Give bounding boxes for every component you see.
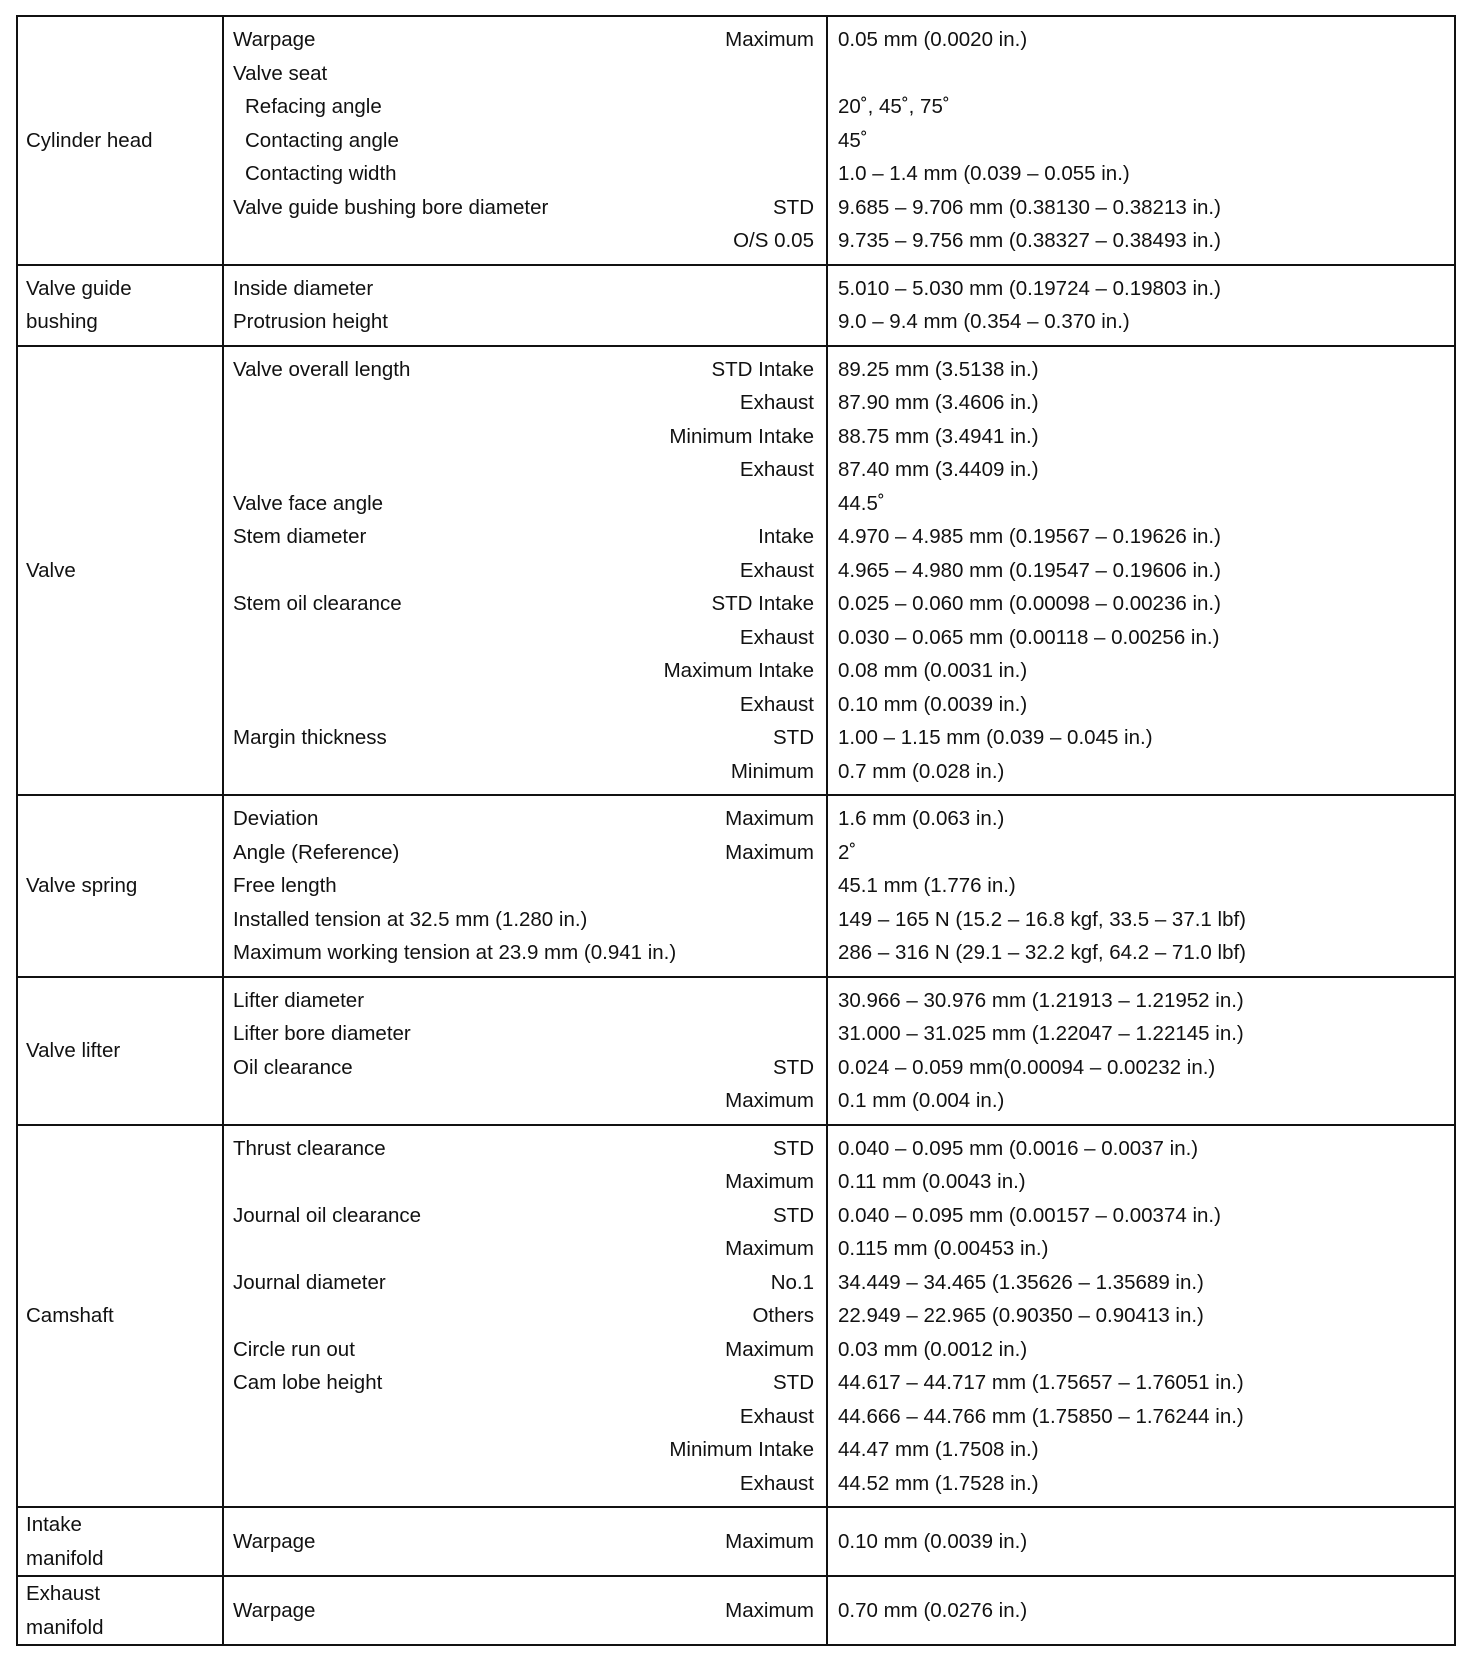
spec-item-line [233,520,814,554]
spec-item-label: Thrust clearance [233,1136,386,1160]
specification-table [16,15,1456,1646]
spec-value: 22.949 – 22.965 (0.90350 – 0.90413 in.) [838,1304,1204,1327]
spec-item-line [233,1299,814,1333]
spec-value-line [838,1165,1454,1199]
spec-qualifier: STD [773,195,814,219]
spec-value: 0.025 – 0.060 mm (0.00098 – 0.00236 in.) [838,592,1221,615]
spec-value-line [838,453,1454,487]
component-label: Valve lifter [26,1038,121,1062]
spec-item-label: Installed tension at 32.5 mm (1.280 in.) [233,907,588,931]
spec-value: 0.03 mm (0.0012 in.) [838,1337,1028,1361]
spec-value-line [838,57,1454,91]
spec-item-line [233,984,814,1018]
spec-value: 2˚ [838,840,857,864]
spec-item-label: Journal oil clearance [233,1203,422,1227]
spec-value: 0.05 mm (0.0020 in.) [838,28,1028,51]
spec-value: 4.970 – 4.985 mm (0.19567 – 0.19626 in.) [838,525,1221,548]
spec-qualifier: Maximum [725,1237,814,1260]
spec-value: 1.6 mm (0.063 in.) [838,807,1005,830]
spec-item-label: Free length [233,874,337,897]
spec-item-line [233,1400,814,1434]
items-cell [223,346,827,796]
spec-value: 149 – 165 N (15.2 – 16.8 kgf, 33.5 – 37.1 lbf) [838,907,1247,931]
spec-section-row [17,977,1455,1125]
spec-value-line [838,1051,1454,1085]
spec-item-label: Lifter bore diameter [233,1022,411,1045]
spec-value-line [838,1199,1454,1233]
spec-value-line [838,90,1454,124]
spec-qualifier: STD [773,1203,814,1227]
spec-item-label: Contacting angle [245,128,399,152]
spec-qualifier: Minimum Intake [669,1438,814,1461]
spec-item-line [233,936,814,970]
spec-item-line [233,191,814,225]
items-cell [223,1125,827,1508]
spec-value: 0.040 – 0.095 mm (0.00157 – 0.00374 in.) [838,1203,1221,1227]
spec-value-line [838,224,1454,258]
spec-qualifier: Maximum Intake [663,659,814,682]
spec-item-label: Contacting width [245,162,397,185]
spec-item-line [233,420,814,454]
spec-qualifier: STD [773,1371,814,1394]
spec-item-label: Stem oil clearance [233,592,402,615]
component-label: manifold [26,1546,104,1570]
spec-item-label: Warpage [233,28,316,51]
spec-section-row [17,795,1455,977]
spec-value: 31.000 – 31.025 mm (1.22047 – 1.22145 in.) [838,1022,1244,1045]
spec-value-line [838,802,1454,836]
spec-value-line [838,272,1454,306]
spec-item-line [233,1433,814,1467]
spec-item-line [233,1366,814,1400]
spec-item-line [233,755,814,789]
component-cell [17,265,223,346]
spec-value-line [838,1333,1454,1367]
spec-item-line [233,57,814,91]
spec-value: 0.024 – 0.059 mm(0.00094 – 0.00232 in.) [838,1055,1216,1079]
spec-value-line [838,903,1454,937]
spec-value: 286 – 316 N (29.1 – 32.2 kgf, 64.2 – 71.0 lbf) [838,941,1247,964]
spec-qualifier: STD [773,1055,814,1079]
spec-item-label: Cam lobe height [233,1371,383,1394]
spec-value-line [838,157,1454,191]
component-cell [17,977,223,1125]
spec-item-label: Protrusion height [233,310,388,333]
spec-item-line [233,1199,814,1233]
spec-qualifier: Exhaust [739,391,814,414]
spec-value: 9.735 – 9.756 mm (0.38327 – 0.38493 in.) [838,229,1221,252]
spec-value: 89.25 mm (3.5138 in.) [838,357,1039,381]
spec-item-line [233,487,814,521]
spec-value-line [838,23,1454,57]
spec-qualifier: STD [773,1136,814,1160]
spec-item-label: Valve overall length [233,357,411,381]
spec-qualifier: STD [773,726,814,749]
spec-value: 0.1 mm (0.004 in.) [838,1089,1005,1112]
values-cell [827,1125,1455,1508]
spec-qualifier: Maximum [725,1089,814,1112]
spec-value-line [838,1132,1454,1166]
spec-item-line [233,1467,814,1501]
spec-qualifier: Minimum [730,759,814,783]
spec-value-line [838,1400,1454,1434]
spec-value: 30.966 – 30.976 mm (1.21913 – 1.21952 in.) [838,988,1244,1012]
spec-value-line [838,1594,1454,1628]
spec-item-line [233,1232,814,1266]
component-cell [17,346,223,796]
component-label: bushing [26,310,98,333]
spec-qualifier: Exhaust [739,1471,814,1495]
spec-value: 44.617 – 44.717 mm (1.75657 – 1.76051 in.) [838,1371,1244,1394]
component-label: Exhaust [26,1582,101,1605]
spec-value-line [838,420,1454,454]
spec-value-line [838,836,1454,870]
spec-item-line [233,621,814,655]
spec-item-label: Warpage [233,1529,316,1553]
spec-value-line [838,353,1454,387]
spec-item-line [233,1132,814,1166]
spec-value-line [838,621,1454,655]
spec-value: 5.010 – 5.030 mm (0.19724 – 0.19803 in.) [838,276,1221,300]
spec-section-row [17,346,1455,796]
spec-value-line [838,191,1454,225]
spec-value-line [838,1232,1454,1266]
spec-qualifier: Exhaust [739,1404,814,1428]
spec-value: 87.40 mm (3.4409 in.) [838,458,1039,481]
spec-qualifier: O/S 0.05 [733,229,814,252]
spec-item-line [233,554,814,588]
spec-qualifier: No.1 [770,1270,814,1294]
component-label: Camshaft [26,1304,114,1327]
items-cell [223,1576,827,1645]
spec-value: 0.11 mm (0.0043 in.) [838,1170,1026,1193]
values-cell [827,265,1455,346]
spec-item-line [233,353,814,387]
spec-value: 1.00 – 1.15 mm (0.039 – 0.045 in.) [838,726,1153,749]
spec-qualifier: Others [752,1304,814,1327]
spec-value: 1.0 – 1.4 mm (0.039 – 0.055 in.) [838,162,1130,185]
spec-value-line [838,124,1454,158]
spec-value: 0.030 – 0.065 mm (0.00118 – 0.00256 in.) [838,625,1220,649]
spec-value: 44.52 mm (1.7528 in.) [838,1471,1039,1495]
component-label: Intake [26,1513,82,1536]
spec-item-label: Journal diameter [233,1270,386,1294]
component-label: Cylinder head [26,128,153,152]
spec-value-line [838,1299,1454,1333]
spec-qualifier: Maximum [725,1170,814,1193]
component-label: Valve [26,558,76,582]
spec-item-line [233,1594,814,1628]
items-cell [223,977,827,1125]
spec-item-label: Valve face angle [233,491,384,515]
spec-value-line [838,554,1454,588]
spec-item-line [233,386,814,420]
spec-value: 87.90 mm (3.4606 in.) [838,391,1039,414]
component-cell [17,16,223,265]
values-cell [827,977,1455,1125]
spec-item-label: Angle (Reference) [233,840,400,864]
spec-value-line [838,386,1454,420]
spec-item-line [233,721,814,755]
component-cell [17,1125,223,1508]
spec-value: 45˚ [838,128,868,152]
spec-value-line [838,936,1454,970]
spec-item-line [233,654,814,688]
spec-item-line [233,587,814,621]
spec-item-line [233,272,814,306]
spec-item-line [233,1165,814,1199]
spec-item-line [233,1266,814,1300]
spec-item-line [233,1525,814,1559]
spec-value: 88.75 mm (3.4941 in.) [838,424,1039,448]
spec-value: 0.70 mm (0.0276 in.) [838,1598,1028,1622]
spec-value: 0.040 – 0.095 mm (0.0016 – 0.0037 in.) [838,1136,1199,1160]
spec-value: 0.115 mm (0.00453 in.) [838,1237,1049,1260]
spec-item-line [233,124,814,158]
items-cell [223,265,827,346]
spec-value-line [838,1017,1454,1051]
spec-item-label: Stem diameter [233,525,367,548]
spec-value: 0.08 mm (0.0031 in.) [838,659,1028,682]
spec-qualifier: Exhaust [739,458,814,481]
spec-item-label: Oil clearance [233,1055,353,1079]
spec-value-line [838,1084,1454,1118]
spec-qualifier: STD Intake [711,357,814,381]
spec-item-label: Lifter diameter [233,988,365,1012]
spec-item-line [233,802,814,836]
spec-item-line [233,23,814,57]
spec-value-line [838,305,1454,339]
spec-item-label: Refacing angle [245,95,382,118]
spec-value-line [838,1525,1454,1559]
spec-value: 44.47 mm (1.7508 in.) [838,1438,1039,1461]
spec-qualifier: STD Intake [711,592,814,615]
spec-qualifier: Maximum [725,807,814,830]
spec-value-line [838,587,1454,621]
spec-value-line [838,984,1454,1018]
spec-value: 0.10 mm (0.0039 in.) [838,692,1028,716]
spec-value-line [838,688,1454,722]
spec-value-line [838,1366,1454,1400]
spec-value-line [838,1433,1454,1467]
spec-value-line [838,869,1454,903]
items-cell [223,16,827,265]
items-cell [223,795,827,977]
spec-value: 20˚, 45˚, 75˚ [838,95,950,118]
spec-item-line [233,869,814,903]
values-cell [827,1507,1455,1576]
component-label: manifold [26,1615,104,1639]
spec-value-line [838,1266,1454,1300]
spec-section-row [17,265,1455,346]
spec-value: 0.10 mm (0.0039 in.) [838,1529,1028,1553]
values-cell [827,795,1455,977]
spec-item-label: Deviation [233,807,319,830]
component-label: Valve guide [26,276,132,300]
spec-qualifier: Maximum [725,1598,814,1622]
spec-item-line [233,224,814,258]
spec-item-line [233,1084,814,1118]
spec-section-row [17,1125,1455,1508]
component-cell [17,1507,223,1576]
values-cell [827,346,1455,796]
spec-item-line [233,305,814,339]
spec-qualifier: Maximum [725,840,814,864]
spec-value: 9.685 – 9.706 mm (0.38130 – 0.38213 in.) [838,195,1221,219]
component-cell [17,1576,223,1645]
spec-qualifier: Maximum [725,1337,814,1361]
spec-item-line [233,836,814,870]
spec-qualifier: Intake [758,525,814,548]
spec-value-line [838,487,1454,521]
spec-item-label: Maximum working tension at 23.9 mm (0.941 in.) [233,941,677,964]
spec-value: 44.5˚ [838,491,885,515]
component-label: Valve spring [26,874,138,897]
spec-value: 34.449 – 34.465 (1.35626 – 1.35689 in.) [838,1270,1204,1294]
spec-item-label: Warpage [233,1598,316,1622]
spec-qualifier: Maximum [725,28,814,51]
spec-value: 45.1 mm (1.776 in.) [838,874,1016,897]
spec-value-line [838,654,1454,688]
spec-value: 9.0 – 9.4 mm (0.354 – 0.370 in.) [838,310,1130,333]
spec-item-line [233,1051,814,1085]
spec-item-label: Margin thickness [233,726,387,749]
spec-qualifier: Exhaust [739,625,814,649]
spec-value-line [838,1467,1454,1501]
spec-qualifier: Exhaust [739,558,814,582]
spec-item-line [233,90,814,124]
spec-value-line [838,755,1454,789]
spec-item-label: Valve seat [233,61,328,85]
spec-item-label: Valve guide bushing bore diameter [233,195,549,219]
spec-value-line [838,520,1454,554]
spec-item-line [233,453,814,487]
spec-value: 44.666 – 44.766 mm (1.75850 – 1.76244 in.) [838,1404,1244,1428]
spec-item-label: Circle run out [233,1337,355,1361]
spec-item-line [233,1017,814,1051]
spec-value-line [838,721,1454,755]
spec-qualifier: Minimum Intake [669,424,814,448]
items-cell [223,1507,827,1576]
spec-section-row [17,16,1455,265]
values-cell [827,16,1455,265]
component-cell [17,795,223,977]
spec-item-line [233,1333,814,1367]
spec-section-row [17,1576,1455,1645]
spec-value: 4.965 – 4.980 mm (0.19547 – 0.19606 in.) [838,558,1221,582]
spec-section-row [17,1507,1455,1576]
spec-item-label: Inside diameter [233,276,374,300]
spec-item-line [233,157,814,191]
values-cell [827,1576,1455,1645]
spec-item-line [233,688,814,722]
spec-qualifier: Maximum [725,1529,814,1553]
spec-qualifier: Exhaust [739,692,814,716]
spec-value: 0.7 mm (0.028 in.) [838,759,1005,783]
spec-item-line [233,903,814,937]
